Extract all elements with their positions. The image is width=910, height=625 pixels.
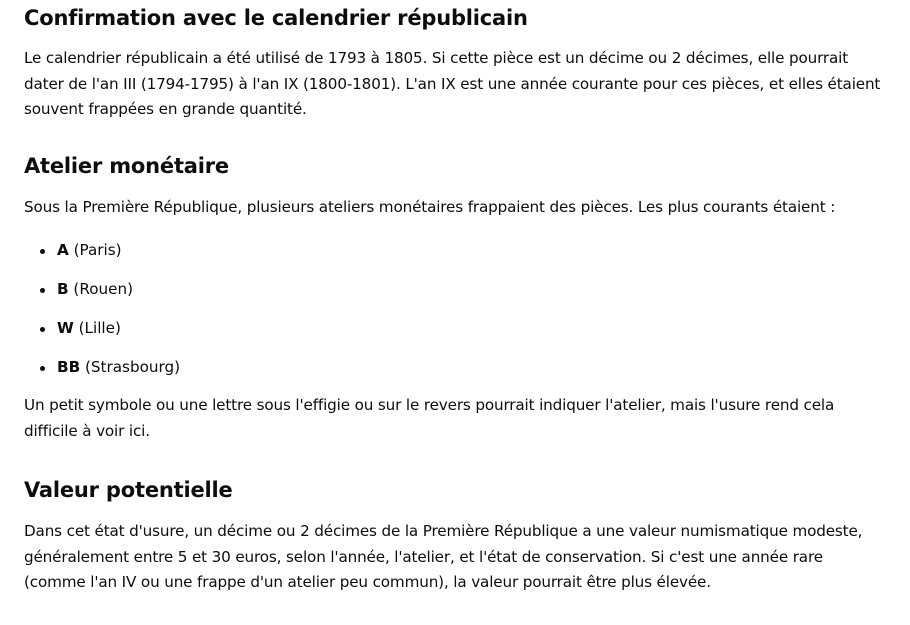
value-paragraph: Dans cet état d'usure, un décime ou 2 décimes de la Première République a une valeur numismatique modeste, généralement entre 5 et 30 euros, selon l'année, l'atelier, et l'état de conservation. Si c'est une année rare (comme l'an IV ou une frappe d'un atelier peu commun), la valeur pourrait être plus élevée. <box>24 522 863 591</box>
mint-city: (Strasbourg) <box>84 358 181 376</box>
bullet-icon <box>40 288 45 293</box>
mint-list <box>24 238 886 380</box>
mint-letter: W <box>57 319 74 337</box>
list-item <box>24 238 886 263</box>
section-heading-calendar: Confirmation avec le calendrier républicain <box>24 6 528 30</box>
mint-letter: B <box>57 280 69 298</box>
section-heading-value: Valeur potentielle <box>24 478 233 502</box>
list-item <box>24 277 886 302</box>
mint-intro-paragraph: Sous la Première République, plusieurs ateliers monétaires frappaient des pièces. Les plus courants étaient : <box>24 197 836 216</box>
bullet-icon <box>40 249 45 254</box>
mint-city: (Rouen) <box>73 280 134 298</box>
mint-letter: A <box>57 241 69 259</box>
bullet-icon <box>40 327 45 332</box>
calendar-paragraph: Le calendrier républicain a été utilisé de 1793 à 1805. Si cette pièce est un décime ou 2 décimes, elle pourrait dater de l'an III (1794-1795) à l'an IX (1800-1801). L'an IX est une année courante pour ces pièces, et elles étaient souvent frappées en grande quantité. <box>24 49 881 118</box>
mint-city: (Lille) <box>78 319 121 337</box>
mint-note-paragraph: Un petit symbole ou une lettre sous l'effigie ou sur le revers pourrait indiquer l'atelier, mais l'usure rend cela difficile à voir ici. <box>24 396 835 440</box>
mint-city: (Paris) <box>73 241 122 259</box>
list-item <box>24 316 886 341</box>
bullet-icon <box>40 366 45 371</box>
list-item <box>24 355 886 380</box>
section-heading-mint: Atelier monétaire <box>24 153 229 178</box>
mint-letter: BB <box>57 358 81 376</box>
